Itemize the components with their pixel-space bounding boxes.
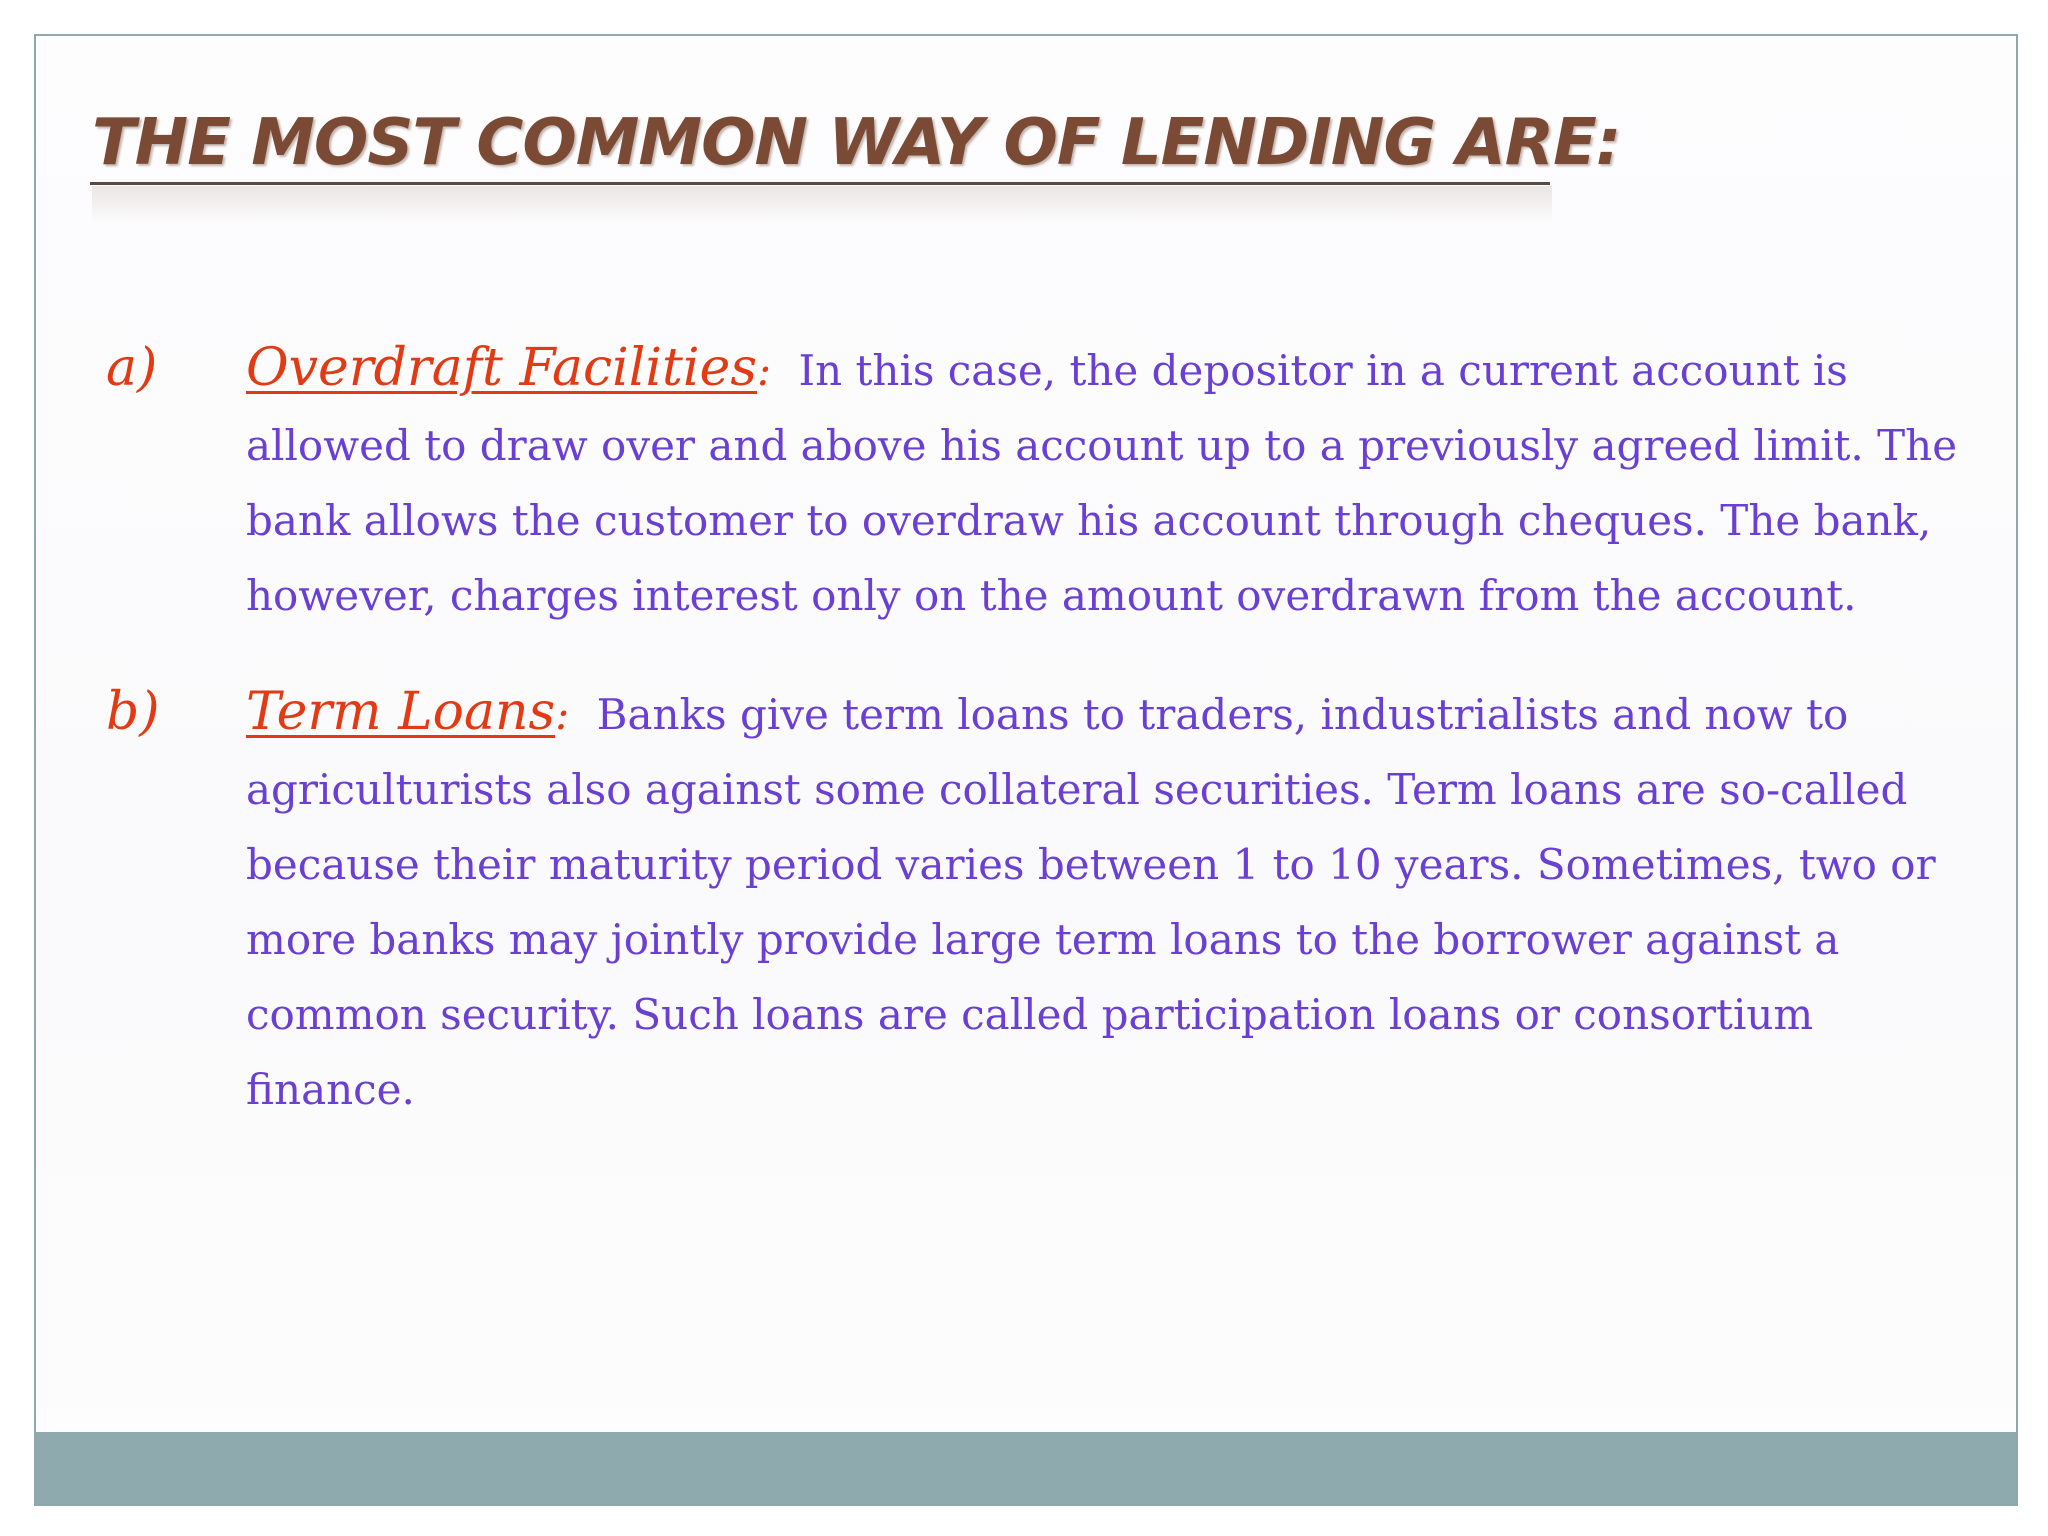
term-overdraft-facilities: Overdraft Facilities — [246, 338, 758, 398]
description-overdraft-facilities: In this case, the depositor in a current account is allowed to draw over and above his account up to a previously agreed limit. The bank allows the customer to overdraw his account through cheques. The bank, however, charges interest only on the amount overdrawn from the account. — [246, 346, 1958, 620]
list-marker: a) — [106, 338, 158, 398]
footer-bar — [36, 1432, 2016, 1504]
term-separator: : — [555, 690, 570, 739]
title-underline — [90, 182, 1550, 185]
term-separator: : — [757, 346, 772, 395]
description-term-loans: Banks give term loans to traders, industrialists and now to agriculturists also against some collateral securities. Term loans are so-called because their maturity period varies between 1 to 10 years. Sometimes, two or more banks may jointly provide large term loans to the borrower against a common security. Such loans are called participation loans or consortium finance. — [246, 690, 1936, 1114]
list-marker: b) — [106, 682, 160, 742]
list-item-overdraft — [106, 331, 1966, 633]
slide — [34, 34, 2018, 1506]
list-item-term-loans — [106, 675, 1966, 1127]
title-reflection — [92, 186, 1552, 224]
slide-title: THE MOST COMMON WAY OF LENDING ARE: — [92, 106, 1621, 180]
term-term-loans: Term Loans — [246, 682, 556, 742]
lending-methods-list — [106, 331, 1966, 1127]
